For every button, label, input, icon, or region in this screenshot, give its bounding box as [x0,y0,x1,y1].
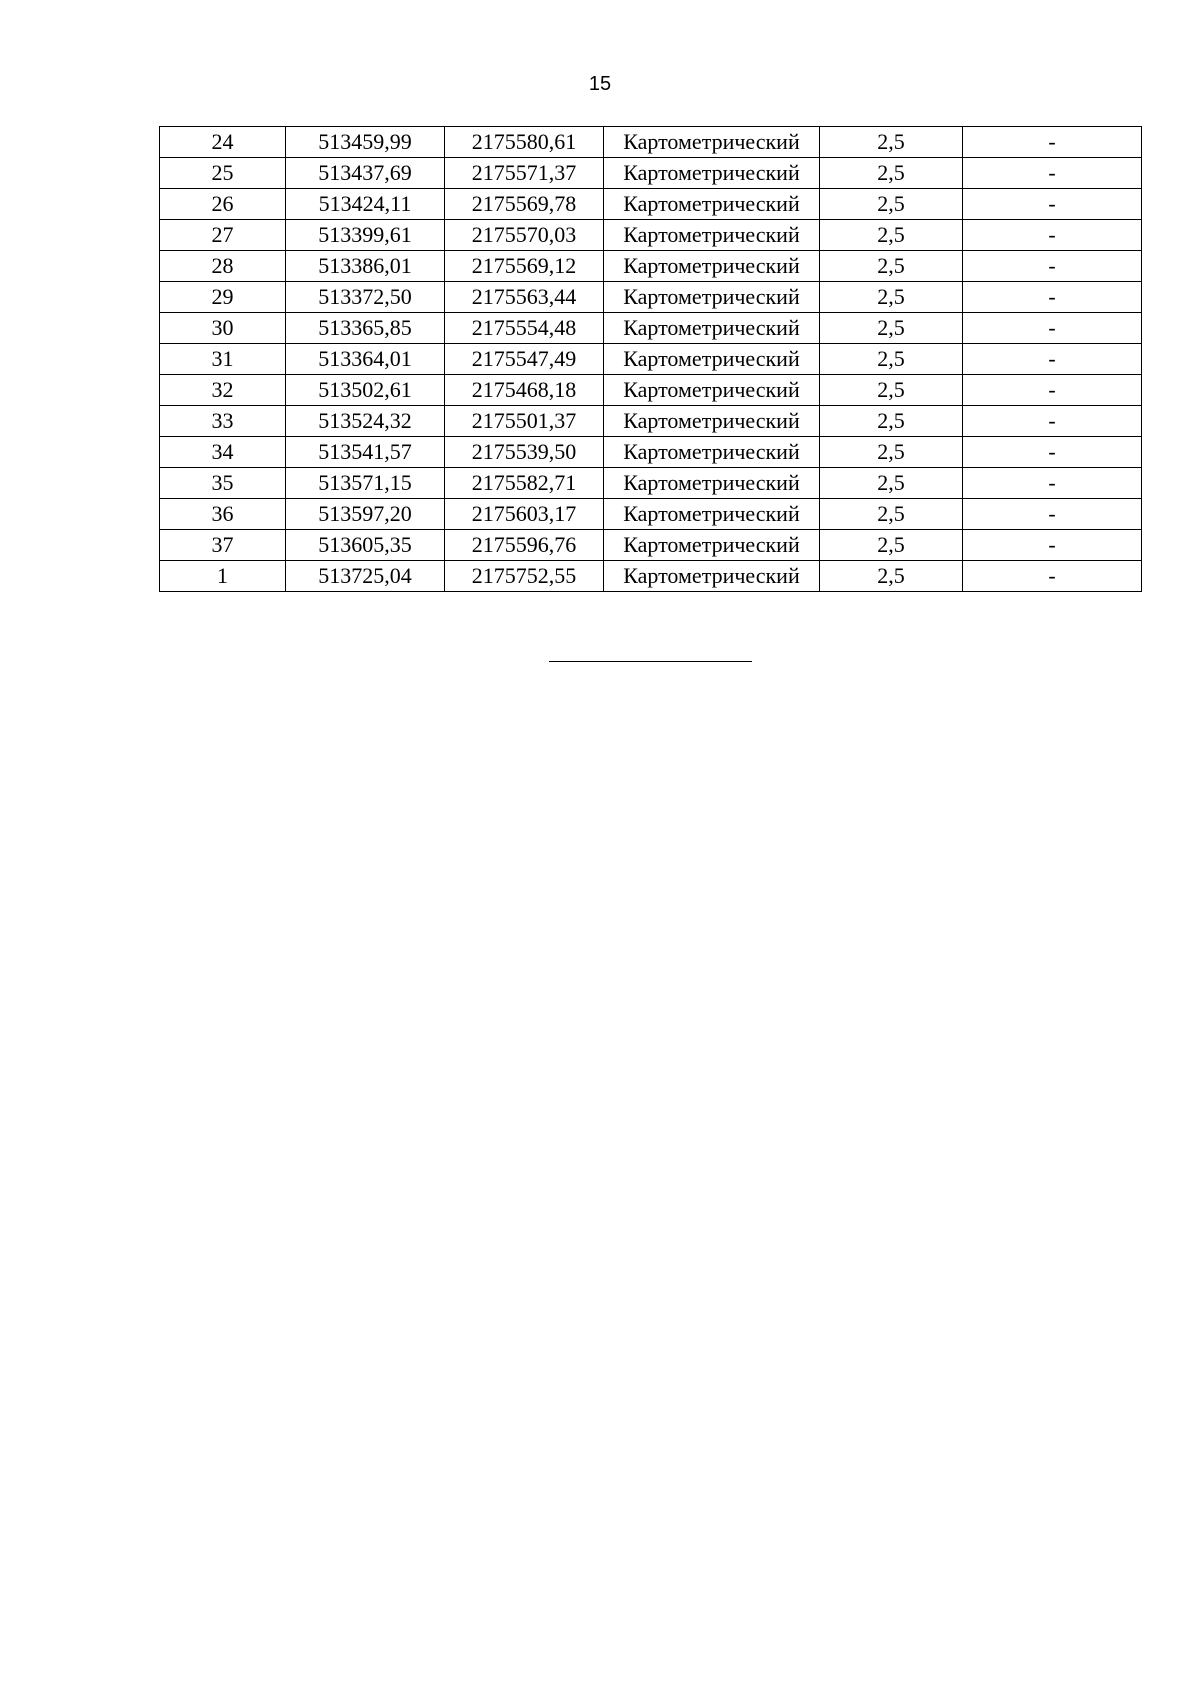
description-cell: - [963,189,1142,220]
point-number-cell: 28 [160,251,286,282]
point-number-cell: 35 [160,468,286,499]
point-number-cell: 32 [160,375,286,406]
accuracy-cell: 2,5 [820,530,963,561]
description-cell: - [963,313,1142,344]
table-row [160,158,1142,189]
method-cell: Картометрический [604,499,820,530]
coordinates-table-body [160,127,1142,592]
description-cell: - [963,468,1142,499]
x-coordinate-cell: 513365,85 [286,313,445,344]
description-cell: - [963,530,1142,561]
x-coordinate-cell: 513459,99 [286,127,445,158]
x-coordinate-cell: 513524,32 [286,406,445,437]
table-row [160,499,1142,530]
accuracy-cell: 2,5 [820,251,963,282]
closing-rule [549,661,752,662]
description-cell: - [963,127,1142,158]
method-cell: Картометрический [604,282,820,313]
point-number-cell: 30 [160,313,286,344]
method-cell: Картометрический [604,220,820,251]
accuracy-cell: 2,5 [820,561,963,592]
x-coordinate-cell: 513437,69 [286,158,445,189]
table-row [160,468,1142,499]
y-coordinate-cell: 2175547,49 [445,344,604,375]
accuracy-cell: 2,5 [820,313,963,344]
method-cell: Картометрический [604,375,820,406]
table-row [160,189,1142,220]
point-number-cell: 31 [160,344,286,375]
method-cell: Картометрический [604,189,820,220]
description-cell: - [963,158,1142,189]
accuracy-cell: 2,5 [820,437,963,468]
table-row [160,313,1142,344]
method-cell: Картометрический [604,406,820,437]
point-number-cell: 33 [160,406,286,437]
table-row [160,375,1142,406]
y-coordinate-cell: 2175539,50 [445,437,604,468]
method-cell: Картометрический [604,127,820,158]
table-row [160,406,1142,437]
description-cell: - [963,344,1142,375]
method-cell: Картометрический [604,530,820,561]
x-coordinate-cell: 513424,11 [286,189,445,220]
accuracy-cell: 2,5 [820,468,963,499]
description-cell: - [963,561,1142,592]
coordinates-table [159,126,1142,592]
description-cell: - [963,375,1142,406]
accuracy-cell: 2,5 [820,499,963,530]
point-number-cell: 27 [160,220,286,251]
x-coordinate-cell: 513502,61 [286,375,445,406]
y-coordinate-cell: 2175570,03 [445,220,604,251]
point-number-cell: 37 [160,530,286,561]
method-cell: Картометрический [604,313,820,344]
description-cell: - [963,437,1142,468]
table-row [160,251,1142,282]
table-row [160,530,1142,561]
x-coordinate-cell: 513605,35 [286,530,445,561]
accuracy-cell: 2,5 [820,220,963,251]
method-cell: Картометрический [604,561,820,592]
method-cell: Картометрический [604,437,820,468]
accuracy-cell: 2,5 [820,282,963,313]
x-coordinate-cell: 513386,01 [286,251,445,282]
table-row [160,282,1142,313]
point-number-cell: 24 [160,127,286,158]
method-cell: Картометрический [604,158,820,189]
y-coordinate-cell: 2175582,71 [445,468,604,499]
method-cell: Картометрический [604,468,820,499]
description-cell: - [963,220,1142,251]
accuracy-cell: 2,5 [820,344,963,375]
table-row [160,344,1142,375]
method-cell: Картометрический [604,344,820,375]
y-coordinate-cell: 2175603,17 [445,499,604,530]
page-number: 15 [588,73,612,95]
x-coordinate-cell: 513725,04 [286,561,445,592]
x-coordinate-cell: 513399,61 [286,220,445,251]
y-coordinate-cell: 2175569,78 [445,189,604,220]
accuracy-cell: 2,5 [820,158,963,189]
accuracy-cell: 2,5 [820,375,963,406]
y-coordinate-cell: 2175468,18 [445,375,604,406]
y-coordinate-cell: 2175554,48 [445,313,604,344]
accuracy-cell: 2,5 [820,127,963,158]
accuracy-cell: 2,5 [820,406,963,437]
table-row [160,561,1142,592]
point-number-cell: 29 [160,282,286,313]
x-coordinate-cell: 513597,20 [286,499,445,530]
x-coordinate-cell: 513372,50 [286,282,445,313]
accuracy-cell: 2,5 [820,189,963,220]
x-coordinate-cell: 513541,57 [286,437,445,468]
x-coordinate-cell: 513571,15 [286,468,445,499]
y-coordinate-cell: 2175752,55 [445,561,604,592]
y-coordinate-cell: 2175571,37 [445,158,604,189]
y-coordinate-cell: 2175596,76 [445,530,604,561]
table-row [160,220,1142,251]
y-coordinate-cell: 2175501,37 [445,406,604,437]
description-cell: - [963,282,1142,313]
x-coordinate-cell: 513364,01 [286,344,445,375]
y-coordinate-cell: 2175563,44 [445,282,604,313]
table-row [160,127,1142,158]
table-row [160,437,1142,468]
description-cell: - [963,251,1142,282]
method-cell: Картометрический [604,251,820,282]
point-number-cell: 26 [160,189,286,220]
point-number-cell: 1 [160,561,286,592]
y-coordinate-cell: 2175580,61 [445,127,604,158]
description-cell: - [963,499,1142,530]
description-cell: - [963,406,1142,437]
point-number-cell: 25 [160,158,286,189]
point-number-cell: 34 [160,437,286,468]
point-number-cell: 36 [160,499,286,530]
y-coordinate-cell: 2175569,12 [445,251,604,282]
